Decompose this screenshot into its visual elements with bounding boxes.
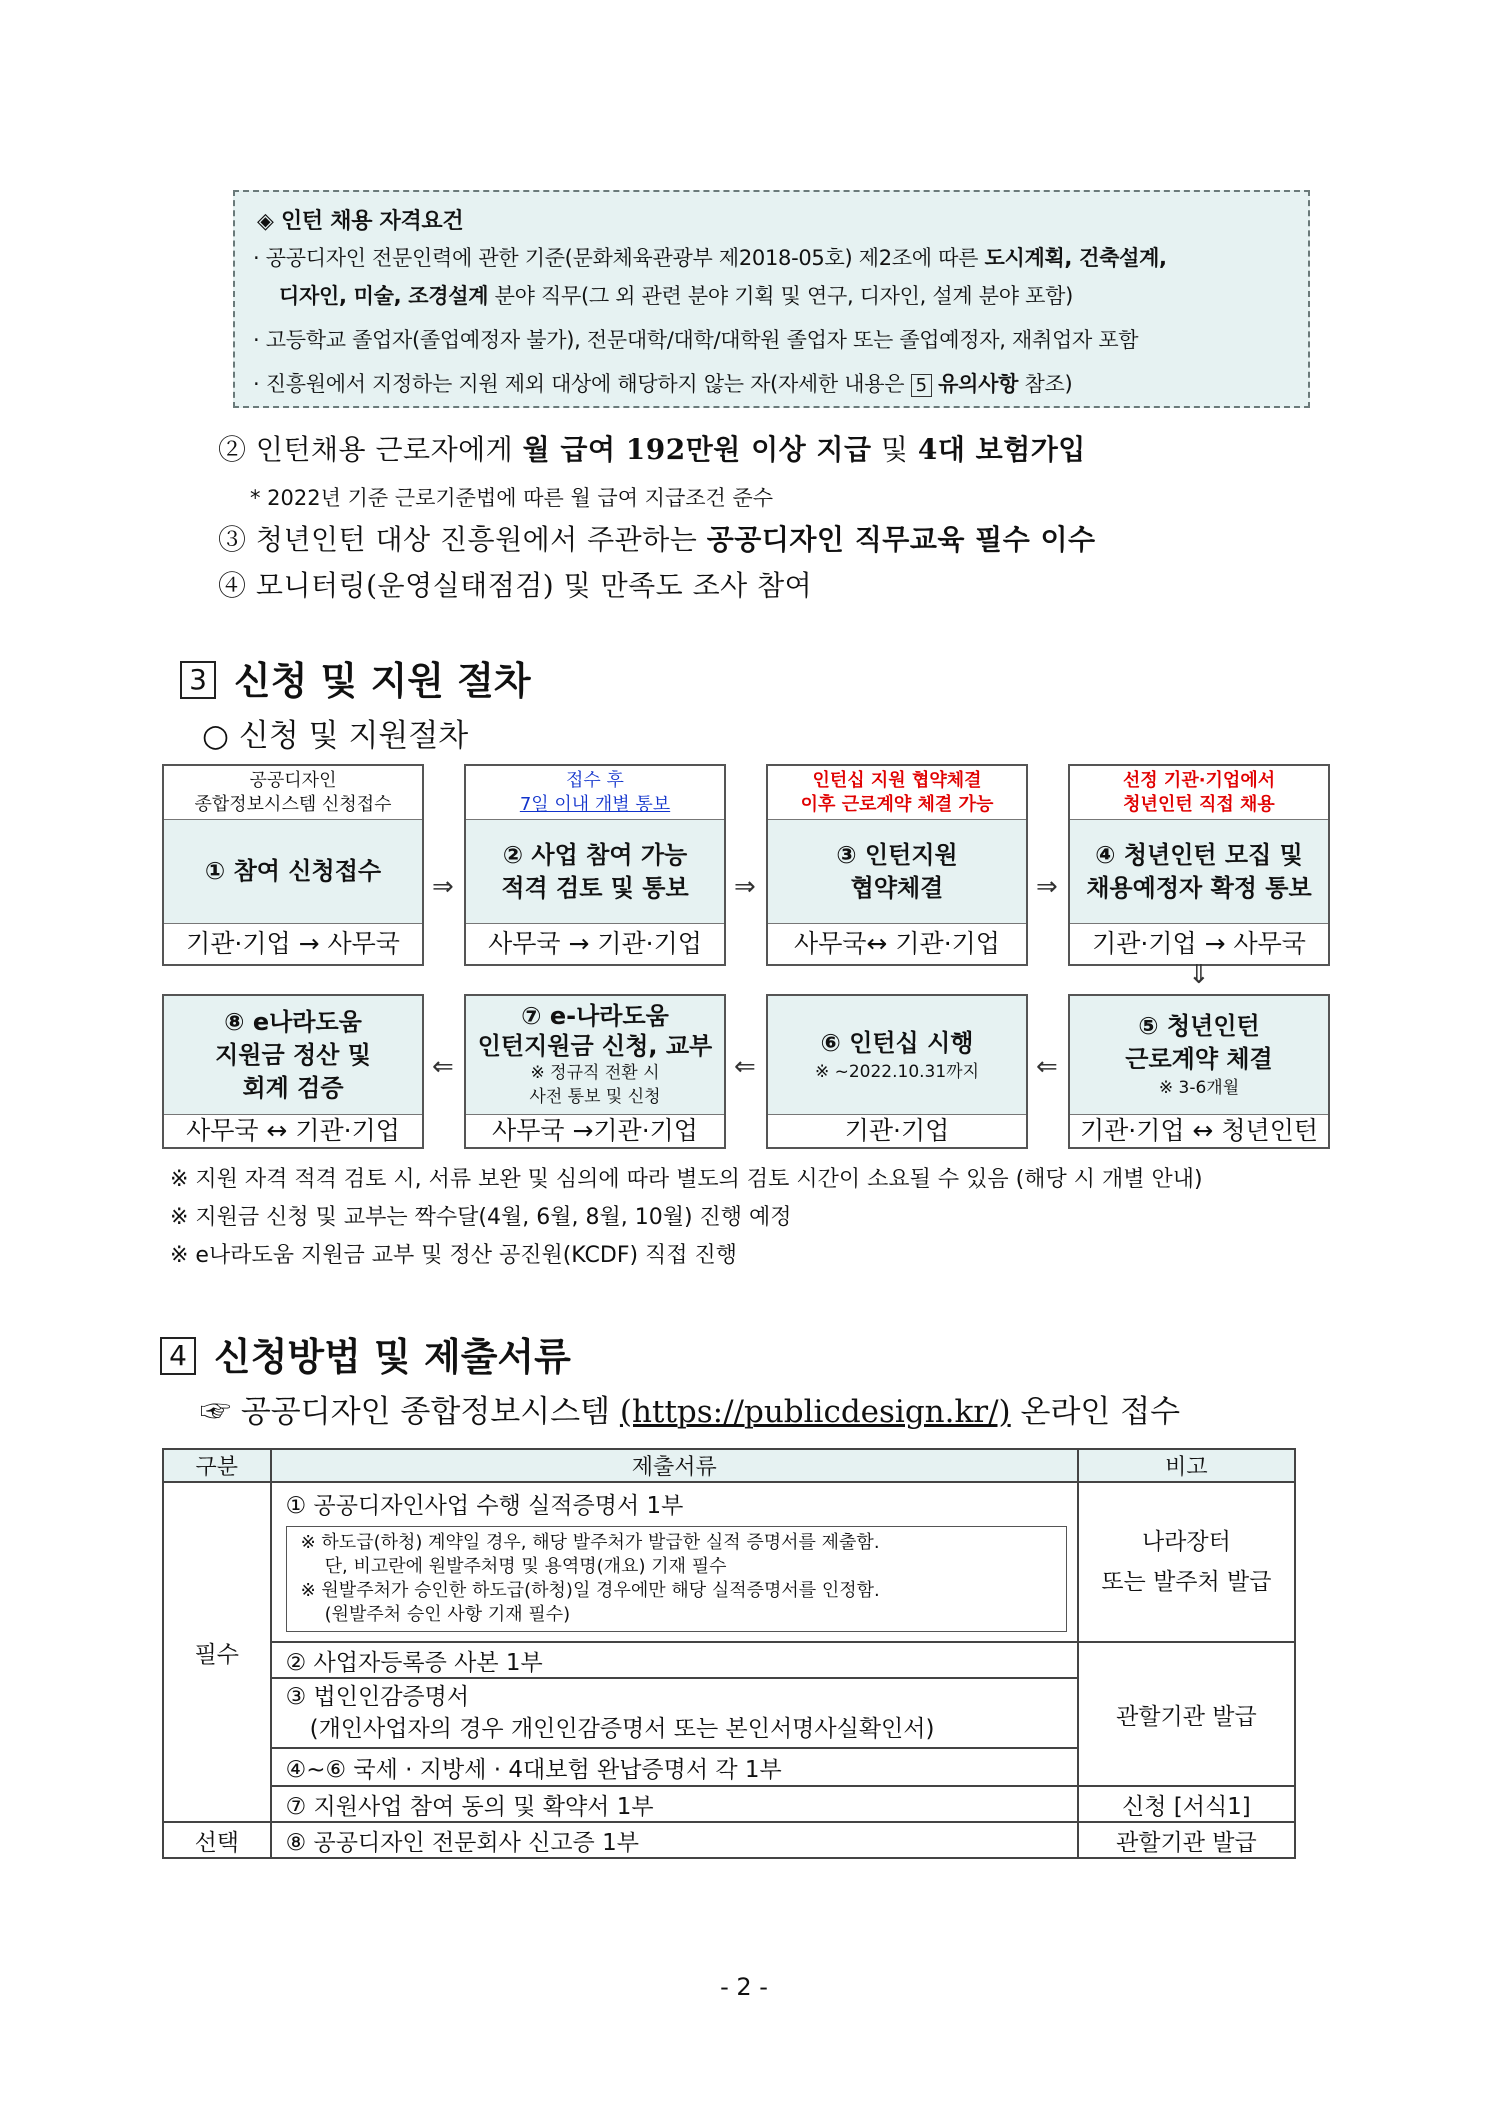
condition-2-note: * 2022년 기준 근로기준법에 따른 월 급여 지급조건 준수 [250,486,774,510]
doc-row-4: ④~⑥ 국세 · 지방세 · 4대보험 완납증명서 각 1부 [271,1748,1078,1786]
flow-step-8: ⑧ e나라도움 지원금 정산 및 회계 검증 사무국 ↔ 기관·기업 [162,994,424,1149]
doc-row-7-remark: 신청 [서식1] [1078,1786,1295,1822]
remark-1: ※ 지원 자격 적격 검토 시, 서류 보완 및 심의에 따라 별도의 검토 시간이 소요될 수 있음 (해당 시 개별 안내) [170,1167,1203,1192]
flow-arrow-right: ⇒ [734,872,756,902]
doc-row-8: ⑧ 공공디자인 전문회사 신고증 1부 [271,1822,1078,1858]
doc-row-1-notes: ※ 하도급(하청) 계약일 경우, 해당 발주처가 발급한 실적 증명서를 제출함. 단, 비고란에 원발주처명 및 용역명(개요) 기재 필수 ※ 원발주처가 승인한 하도급(하청)일 경우에만 해당 실적증명서를 인정함. (원발주처 승인 사항 기재 필수) [286,1526,1067,1632]
doc-row-1-remark: 나라장터 또는 발주처 발급 [1078,1482,1295,1642]
qualification-line-1: · 공공디자인 전문인력에 관한 기준(문화체육관광부 제2018-05호) 제2조에 따른 도시계획, 건축설계, [253,246,1167,270]
flow-step-6: ⑥ 인턴십 시행 ※ ~2022.10.31까지 기관·기업 [766,994,1028,1149]
page-number: - 2 - [720,1973,768,2001]
doc-row-8-remark: 관할기관 발급 [1078,1822,1295,1858]
qualification-line-4: · 진흥원에서 지정하는 지원 제외 대상에 해당하지 않는 자(자세한 내용은 5 유의사항 참조) [253,372,1073,396]
publicdesign-link[interactable]: (https://publicdesign.kr/) [619,1394,1011,1430]
section-3-subtitle: ○ 신청 및 지원절차 [202,718,469,754]
condition-3: ③ 청년인턴 대상 진흥원에서 주관하는 공공디자인 직무교육 필수 이수 [218,523,1096,556]
category-required: 필수 [163,1482,271,1822]
flow-step-7: ⑦ e-나라도움 인턴지원금 신청, 교부 ※ 정규직 전환 시 사전 통보 및 신청 사무국 →기관·기업 [464,994,726,1149]
doc-row-1: ① 공공디자인사업 수행 실적증명서 1부 ※ 하도급(하청) 계약일 경우, 해당 발주처가 발급한 실적 증명서를 제출함. 단, 비고란에 원발주처명 및 용역명(개요) 기재 필수 ※ 원발주처가 승인한 하도급(하청)일 경우에만 해당 실적증명서를 인정함. (원발주처 승인 사항 기재 필수) [271,1482,1078,1642]
flow-arrow-left: ⇐ [432,1052,454,1082]
section-4-heading: 4 신청방법 및 제출서류 [160,1326,571,1381]
qualification-line-2: 디자인, 미술, 조경설계 분야 직무(그 외 관련 분야 기획 및 연구, 디자인, 설계 분야 포함) [279,284,1073,308]
section-4-subtitle: ☞ 공공디자인 종합정보시스템 (https://publicdesign.kr/) 온라인 접수 [200,1394,1181,1430]
doc-row-3: ③ 법인인감증명서 (개인사업자의 경우 개인인감증명서 또는 본인서명사실확인서) [271,1678,1078,1748]
header-remark: 비고 [1078,1449,1295,1482]
remark-3: ※ e나라도움 지원금 교부 및 정산 공진원(KCDF) 직접 진행 [170,1243,738,1268]
header-category: 구분 [163,1449,271,1482]
section-3-heading: 3 신청 및 지원 절차 [180,650,531,705]
flow-step-1: 공공디자인 종합정보시스템 신청접수 ① 참여 신청접수 기관·기업 → 사무국 [162,764,424,966]
flow-step-3: 인턴십 지원 협약체결 이후 근로계약 체결 가능 ③ 인턴지원 협약체결 사무국↔ 기관·기업 [766,764,1028,966]
header-documents: 제출서류 [271,1449,1078,1482]
flow-arrow-right: ⇒ [1036,872,1058,902]
flow-step-5: ⑤ 청년인턴 근로계약 체결 ※ 3-6개월 기관·기업 ↔ 청년인턴 [1068,994,1330,1149]
documents-table [162,1448,1296,1859]
category-optional: 선택 [163,1822,271,1858]
flow-step-4: 선정 기관·기업에서 청년인턴 직접 채용 ④ 청년인턴 모집 및 채용예정자 확정 통보 기관·기업 → 사무국 [1068,764,1330,966]
flow-arrow-left: ⇐ [734,1052,756,1082]
qualification-title: ◈ 인턴 채용 자격요건 [257,209,464,234]
qualification-box [233,190,1310,408]
flow-arrow-down: ⇓ [1188,960,1210,990]
qualification-line-3: · 고등학교 졸업자(졸업예정자 불가), 전문대학/대학/대학원 졸업자 또는 졸업예정자, 재취업자 포함 [253,328,1139,352]
flow-arrow-right: ⇒ [432,872,454,902]
doc-row-2: ② 사업자등록증 사본 1부 [271,1642,1078,1678]
flow-step-2: 접수 후 7일 이내 개별 통보 ② 사업 참여 가능 적격 검토 및 통보 사무국 → 기관·기업 [464,764,726,966]
condition-2: ② 인턴채용 근로자에게 월 급여 192만원 이상 지급 및 4대 보험가입 [218,433,1086,466]
doc-row-7: ⑦ 지원사업 참여 동의 및 확약서 1부 [271,1786,1078,1822]
doc-row-2-4-remark: 관할기관 발급 [1078,1642,1295,1786]
condition-4: ④ 모니터링(운영실태점검) 및 만족도 조사 참여 [218,569,813,602]
remark-2: ※ 지원금 신청 및 교부는 짝수달(4월, 6월, 8월, 10월) 진행 예정 [170,1205,792,1230]
flow-arrow-left: ⇐ [1036,1052,1058,1082]
